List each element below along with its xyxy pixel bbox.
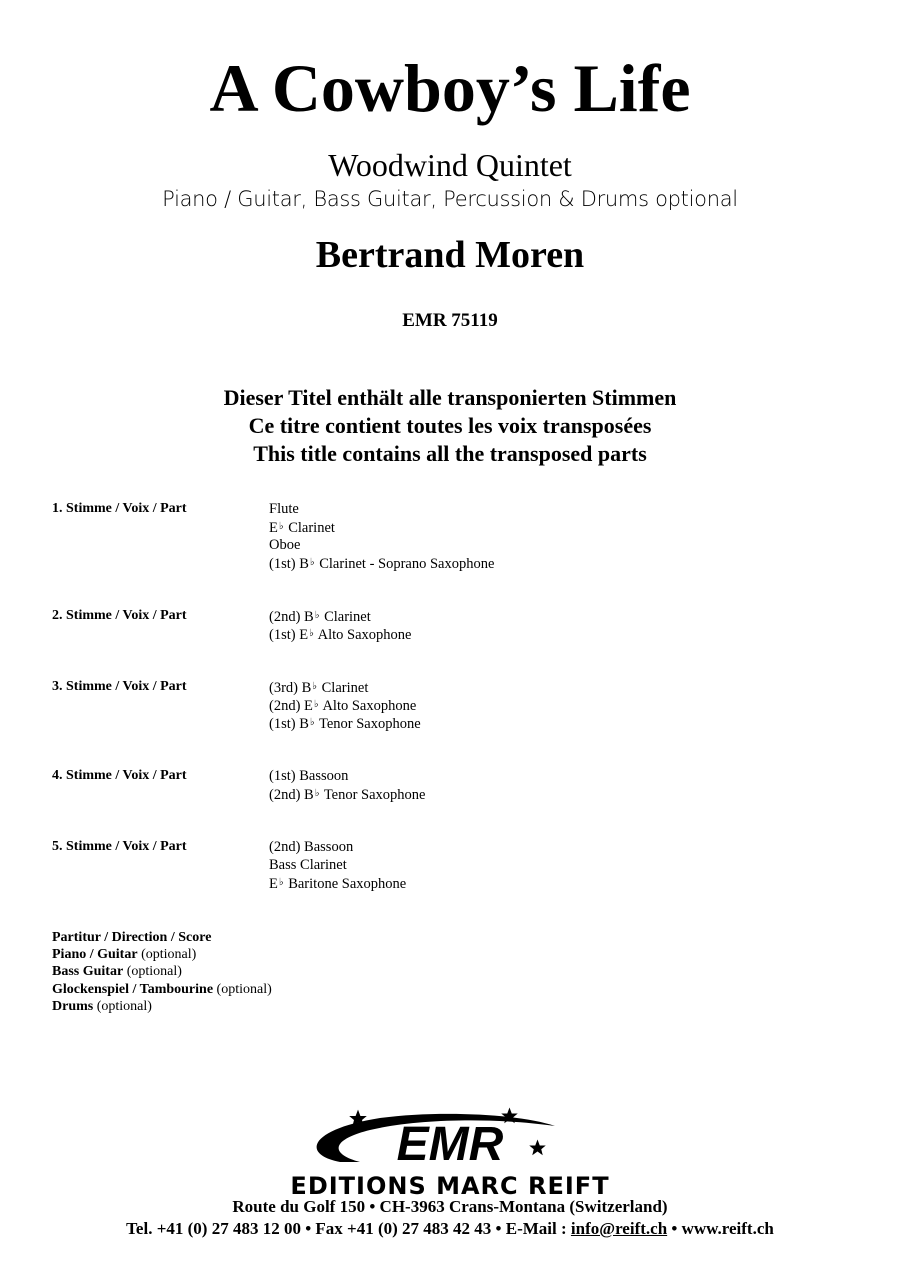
instrument-item: [269, 767, 425, 785]
part-group: [52, 838, 406, 892]
instrument-name: Clarinet: [321, 680, 369, 696]
instrument-name: Flute: [269, 501, 299, 517]
instrument-list: [269, 678, 421, 732]
instrument-name: Bassoon: [299, 768, 349, 784]
website: • www.reift.ch: [667, 1219, 774, 1238]
instrument-item: [269, 856, 406, 874]
flat-icon: ♭: [278, 521, 284, 532]
instrument-name: Oboe: [269, 537, 301, 553]
score-item: [52, 929, 272, 946]
instrument-item: [269, 625, 411, 643]
instrument-key: B: [301, 680, 312, 696]
instrument-name: Alto Saxophone: [317, 627, 412, 643]
instrument-item: [269, 696, 421, 714]
part-number: (1st): [269, 716, 296, 732]
instrument-item: [269, 874, 406, 892]
instrument-name: Bassoon: [304, 839, 354, 855]
transposed-parts-notice: [0, 384, 900, 468]
part-label: 4. Stimme / Voix / Part: [52, 768, 187, 783]
instrument-key: E: [269, 876, 278, 892]
flat-icon: ♭: [278, 877, 284, 888]
part-group: [52, 500, 494, 572]
instrument-name: Bass Clarinet: [269, 857, 347, 873]
page-title: A Cowboy’s Life: [209, 50, 691, 126]
instrument-name: Clarinet: [324, 609, 371, 625]
instrument-list: [269, 838, 406, 892]
instrument-list: [269, 607, 411, 643]
flat-icon: ♭: [312, 681, 318, 692]
publisher-name: EDITIONS MARC REIFT: [290, 1172, 610, 1200]
part-number: (1st): [269, 768, 296, 784]
score-item-name: Piano / Guitar: [52, 947, 138, 963]
notice-line-de: Dieser Titel enthält alle transponierten Stimmen: [223, 385, 677, 410]
email-link[interactable]: info@reift.ch: [570, 1219, 668, 1238]
instrument-name: Clarinet: [288, 520, 335, 536]
instrument-list: [269, 500, 494, 572]
part-label: 1. Stimme / Voix / Part: [52, 501, 187, 516]
part-number: (1st): [269, 627, 296, 643]
instrument-key: E: [299, 627, 309, 643]
score-item: [52, 946, 272, 963]
part-group: [52, 678, 421, 732]
part-number: (2nd): [269, 609, 301, 625]
instrumentation: Piano / Guitar, Bass Guitar, Percussion & Drums optional: [162, 187, 738, 211]
flat-icon: ♭: [309, 557, 315, 568]
flat-icon: ♭: [314, 788, 320, 799]
instrument-item: [269, 554, 494, 572]
flat-icon: ♭: [309, 628, 314, 639]
contact-phone-fax: Tel. +41 (0) 27 483 12 00 • Fax +41 (0) 27 483 42 43 • E-Mail :: [126, 1219, 571, 1238]
part-number: (2nd): [269, 698, 301, 714]
score-item: [52, 963, 272, 980]
instrument-key: B: [304, 787, 314, 803]
instrument-item: [269, 785, 425, 803]
instrument-key: B: [304, 609, 314, 625]
instrument-name: Tenor Saxophone: [318, 716, 421, 732]
part-label: 3. Stimme / Voix / Part: [52, 679, 187, 694]
score-item: [52, 981, 272, 998]
score-item-name: Drums: [52, 998, 94, 1014]
instrument-item: [269, 607, 411, 625]
flat-icon: ♭: [313, 699, 319, 710]
catalog-number: EMR 75119: [402, 310, 498, 331]
part-label: 5. Stimme / Voix / Part: [52, 839, 187, 854]
notice-line-en: This title contains all the transposed parts: [253, 441, 647, 466]
part-number: (2nd): [269, 787, 301, 803]
subtitle: Woodwind Quintet: [328, 147, 572, 183]
score-and-optional-parts: [52, 929, 272, 1015]
score-item-name: Partitur / Direction / Score: [52, 930, 212, 945]
instrument-key: B: [299, 716, 309, 732]
instrument-item: [269, 536, 494, 554]
instrument-item: [269, 714, 421, 732]
composer: Bertrand Moren: [315, 234, 585, 276]
instrument-name: Clarinet - Soprano Saxophone: [319, 556, 495, 572]
logo-text: EMR: [396, 1118, 504, 1171]
instrument-list: [269, 767, 425, 803]
part-group: [52, 607, 411, 643]
optional-note: (optional): [126, 964, 182, 980]
instrument-name: Alto Saxophone: [322, 698, 417, 714]
part-label: 2. Stimme / Voix / Part: [52, 608, 187, 623]
instrument-name: Tenor Saxophone: [323, 787, 426, 803]
part-group: [52, 767, 425, 803]
flat-icon: ♭: [314, 610, 320, 621]
publisher-address: Route du Golf 150 • CH-3963 Crans-Montana (Switzerland): [232, 1197, 668, 1216]
optional-note: (optional): [216, 981, 272, 997]
instrument-name: Baritone Saxophone: [288, 876, 407, 892]
score-item: [52, 998, 272, 1015]
instrument-item: [269, 500, 494, 518]
part-number: (1st): [269, 556, 296, 572]
instrument-item: [269, 518, 494, 536]
score-item-name: Bass Guitar: [52, 964, 124, 980]
instrument-key: E: [304, 698, 313, 714]
notice-line-fr: Ce titre contient toutes les voix transposées: [248, 413, 652, 438]
optional-note: (optional): [96, 998, 152, 1014]
instrument-item: [269, 678, 421, 696]
flat-icon: ♭: [309, 717, 315, 728]
optional-note: (optional): [141, 947, 197, 963]
part-number: (3rd): [269, 680, 298, 696]
publisher-contact: [0, 1218, 900, 1240]
score-item-name: Glockenspiel / Tambourine: [52, 981, 214, 997]
part-number: (2nd): [269, 839, 301, 855]
instrument-key: B: [299, 556, 309, 572]
instrument-item: [269, 838, 406, 856]
instrument-key: E: [269, 520, 278, 536]
